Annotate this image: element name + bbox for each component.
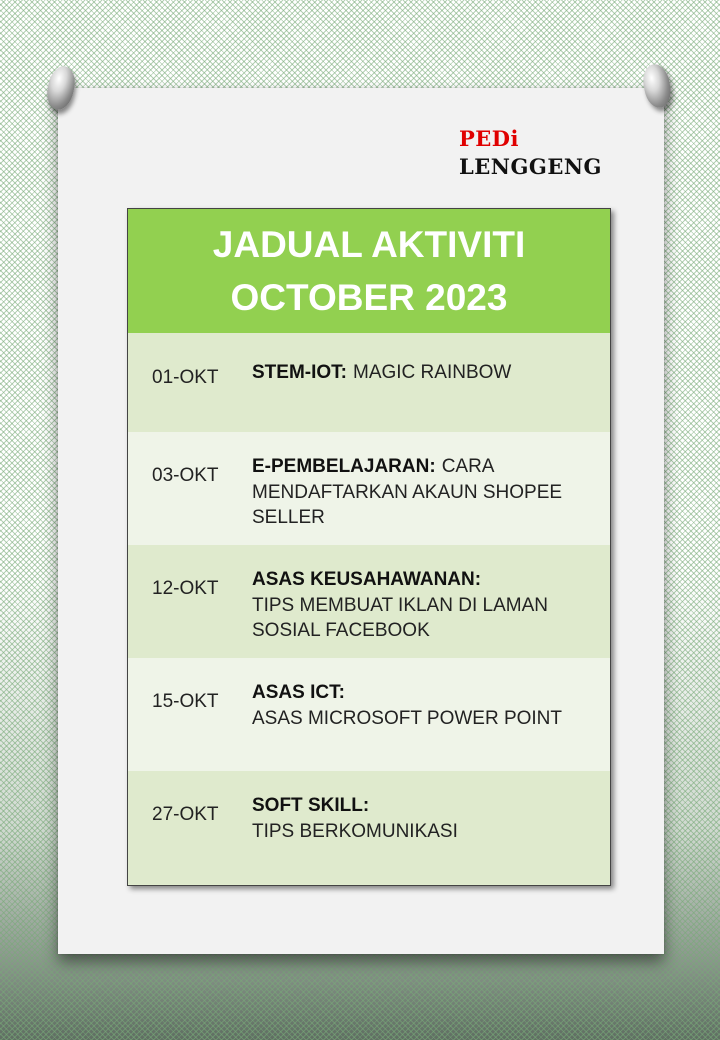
schedule-row [128,545,610,658]
activity-category: STEM-IOT: [252,362,347,383]
title-line2: OCTOBER 2023 [230,277,508,318]
activity-description [252,545,610,658]
activity-description [252,658,610,771]
activity-text: CARA MENDAFTARKAN AKAUN SHOPEE SELLER [252,456,563,528]
schedule-header [128,209,610,333]
schedule-row [128,658,610,771]
activity-date: 27-OKT [152,804,219,825]
activity-text: ASAS MICROSOFT POWER POINT [252,707,563,729]
title-line1: JADUAL AKTIVITI [212,224,526,265]
activity-category: ASAS KEUSAHAWANAN: [252,569,482,590]
schedule-rows [128,333,610,884]
activity-text: TIPS MEMBUAT IKLAN DI LAMAN SOSIAL FACEBOOK [252,594,548,641]
brand-line2: LENGGENG [459,154,602,179]
schedule-row [128,771,610,884]
activity-date: 15-OKT [152,691,219,712]
activity-category: SOFT SKILL: [252,795,370,816]
activity-category: E-PEMBELAJARAN: [252,456,436,477]
activity-date: 01-OKT [152,367,219,388]
activity-category: ASAS ICT: [252,682,345,703]
activity-description [252,432,610,545]
activity-text: TIPS BERKOMUNIKASI [252,820,458,842]
brand-logo [459,128,602,177]
schedule-row [128,333,610,432]
schedule-row [128,432,610,545]
activity-date: 12-OKT [152,578,219,599]
activity-date: 03-OKT [152,465,219,486]
activity-description [252,333,610,432]
activity-text: MAGIC RAINBOW [353,362,512,383]
brand-line1: PEDi [459,126,519,151]
activity-description [252,771,610,884]
schedule-table [127,208,611,886]
